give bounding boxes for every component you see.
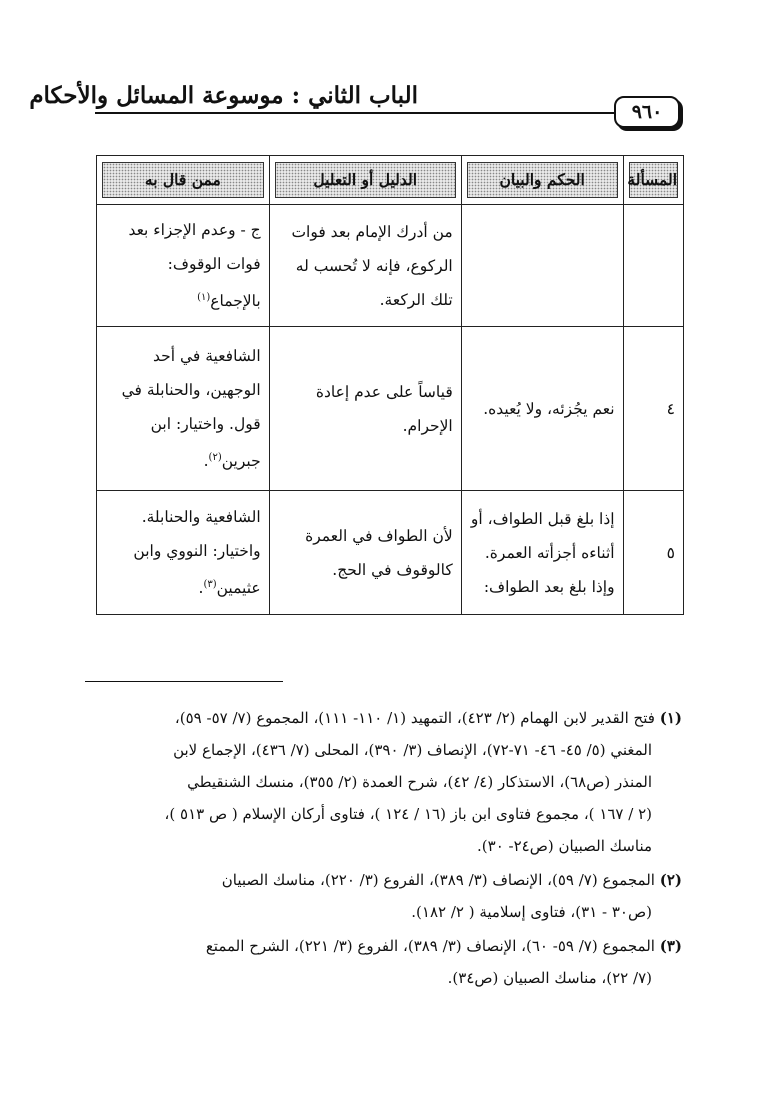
page-number-badge: ٩٦٠ bbox=[614, 96, 680, 128]
who-text: ج - وعدم الإجزاء بعد فوات الوقوف: بالإجماع bbox=[128, 220, 261, 311]
issue-number bbox=[623, 205, 683, 327]
table-header-row bbox=[97, 156, 684, 205]
footnote-line: (ص٣٠ - ٣١)، فتاوى إسلامية ( ٢/ ١٨٢). bbox=[411, 903, 652, 921]
footnote-line: المجموع (٧/ ٥٩)، الإنصاف (٣/ ٣٨٩)، الفروع (٣/ ٢٢٠)، مناسك الصبيان bbox=[221, 871, 655, 889]
who-cell bbox=[97, 491, 270, 615]
footnote-line: فتح القدير لابن الهمام (٢/ ٤٢٣)، التمهيد (١/ ١١٠- ١١١)، المجموع (٧/ ٥٧- ٥٩)، bbox=[174, 709, 655, 727]
ruling-cell: إذا بلغ قبل الطواف، أو أثناءه أجزأته العمرة. وإذا بلغ بعد الطواف: bbox=[461, 491, 623, 615]
footnote-ref: (٢) bbox=[208, 451, 222, 463]
footnote-ref: (١) bbox=[197, 291, 211, 303]
ruling-cell: نعم يجُزئه، ولا يُعيده. bbox=[461, 327, 623, 491]
footnote-ref: (٣) bbox=[203, 578, 217, 590]
footnote-line: المنذر (ص٦٨)، الاستذكار (٤/ ٤٢)، شرح العمدة (٢/ ٣٥٥)، منسك الشنقيطي bbox=[187, 773, 652, 791]
chapter-title: الباب الثاني : موسوعة المسائل والأحكام bbox=[29, 82, 418, 109]
footnote-number: (١) bbox=[659, 709, 682, 727]
who-text: الشافعية في أحد الوجهين، والحنابلة في قول. واختيار: ابن جبرين bbox=[121, 346, 261, 471]
footnote-line: (٢ / ١٦٧ )، مجموع فتاوى ابن باز (١٦ / ١٢٤ )، فتاوى أركان الإسلام ( ص ٥١٣ )، bbox=[164, 805, 652, 823]
footnote-number: (٢) bbox=[659, 871, 682, 889]
who-end: . bbox=[203, 452, 209, 471]
footnote-separator bbox=[85, 681, 283, 682]
table-row bbox=[97, 491, 684, 615]
footnote-number: (٣) bbox=[659, 937, 682, 955]
footnote-line: المجموع (٧/ ٥٩- ٦٠)، الإنصاف (٣/ ٣٨٩)، الفروع (٣/ ٢٢١)، الشرح الممتع bbox=[205, 937, 655, 955]
who-end: . bbox=[198, 579, 204, 598]
header-ruling: الحكم والبيان bbox=[461, 156, 623, 205]
footnote-1 bbox=[82, 702, 682, 862]
issue-number: ٥ bbox=[623, 491, 683, 615]
footnote-line: مناسك الصبيان (ص٢٤- ٣٠). bbox=[477, 837, 652, 855]
table-row bbox=[97, 327, 684, 491]
header-rule bbox=[95, 112, 680, 114]
evidence-cell: لأن الطواف في العمرة كالوقوف في الحج. bbox=[269, 491, 461, 615]
footnote-2 bbox=[82, 864, 682, 928]
who-cell bbox=[97, 205, 270, 327]
footnote-3 bbox=[82, 930, 682, 994]
page-header bbox=[29, 78, 680, 126]
evidence-cell: قياساً على عدم إعادة الإحرام. bbox=[269, 327, 461, 491]
evidence-cell: من أدرك الإمام بعد فوات الركوع، فإنه لا تُحسب له تلك الركعة. bbox=[269, 205, 461, 327]
header-issue: المسألة bbox=[623, 156, 683, 205]
rulings-table bbox=[96, 155, 684, 615]
footnotes bbox=[82, 702, 682, 996]
footnote-line: المغني (٥/ ٤٥- ٤٦- ٧١-٧٢)، الإنصاف (٣/ ٣٩٠)، المحلى (٧/ ٤٣٦)، الإجماع لابن bbox=[173, 741, 652, 759]
who-text: الشافعية والحنابلة. واختيار: النووي وابن عثيمين bbox=[133, 507, 261, 598]
header-who-said: ممن قال به bbox=[97, 156, 270, 205]
table-row bbox=[97, 205, 684, 327]
issue-number: ٤ bbox=[623, 327, 683, 491]
footnote-line: (٧/ ٢٢)، مناسك الصبيان (ص٣٤). bbox=[447, 969, 652, 987]
header-evidence: الدليل أو التعليل bbox=[269, 156, 461, 205]
ruling-cell bbox=[461, 205, 623, 327]
who-cell bbox=[97, 327, 270, 491]
